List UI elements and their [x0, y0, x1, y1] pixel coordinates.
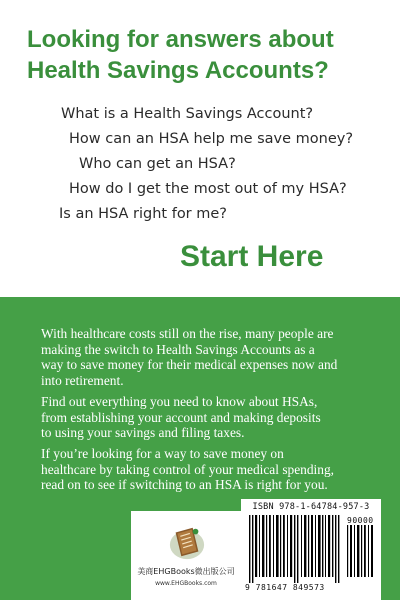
barcode-icon [245, 515, 377, 583]
question-item: How can an HSA help me save money? [69, 131, 354, 147]
question-item: Who can get an HSA? [79, 156, 236, 172]
barcode-addon: 90000 [347, 516, 374, 525]
start-here-heading: Start Here [180, 240, 324, 273]
description-paragraph [41, 446, 386, 493]
paragraph-line: way to save money for their medical expenses now and [41, 357, 338, 373]
isbn-text: ISBN 978-1-64784-957-3 [252, 502, 370, 512]
publisher-logo-icon [168, 523, 206, 561]
barcode-box [241, 499, 381, 600]
headline [27, 24, 387, 86]
paragraph-line: read on to see if switching to an HSA is right for you. [41, 477, 328, 493]
paragraph-line: healthcare by taking control of your medical spending, [41, 461, 335, 477]
paragraph-line: If you’re looking for a way to save money on [41, 446, 284, 461]
paragraph-line: to using your savings and filing taxes. [41, 425, 245, 441]
publisher-url: www.EHGBooks.com [155, 580, 217, 587]
barcode-digits: 9 781647 849573 [245, 583, 325, 592]
question-item: What is a Health Savings Account? [61, 106, 314, 122]
top-section [0, 0, 400, 297]
description-paragraph [41, 326, 386, 388]
paragraph-line: Find out everything you need to know about HSAs, [41, 394, 318, 409]
paragraph-line: making the switch to Health Savings Accounts as a [41, 341, 315, 357]
headline-line-1: Looking for answers about [27, 26, 334, 53]
paragraph-line: With healthcare costs still on the rise, many people are [41, 326, 334, 341]
description-paragraph [41, 394, 386, 441]
question-item: How do I get the most out of my HSA? [69, 181, 347, 197]
headline-line-2: Health Savings Accounts? [27, 57, 329, 84]
publisher-name: 美商EHGBooks微出版公司 [137, 567, 235, 576]
question-item: Is an HSA right for me? [59, 206, 227, 222]
paragraph-line: from establishing your account and making deposits [41, 409, 321, 425]
paragraph-line: into retirement. [41, 372, 124, 388]
publisher-box [131, 511, 241, 600]
